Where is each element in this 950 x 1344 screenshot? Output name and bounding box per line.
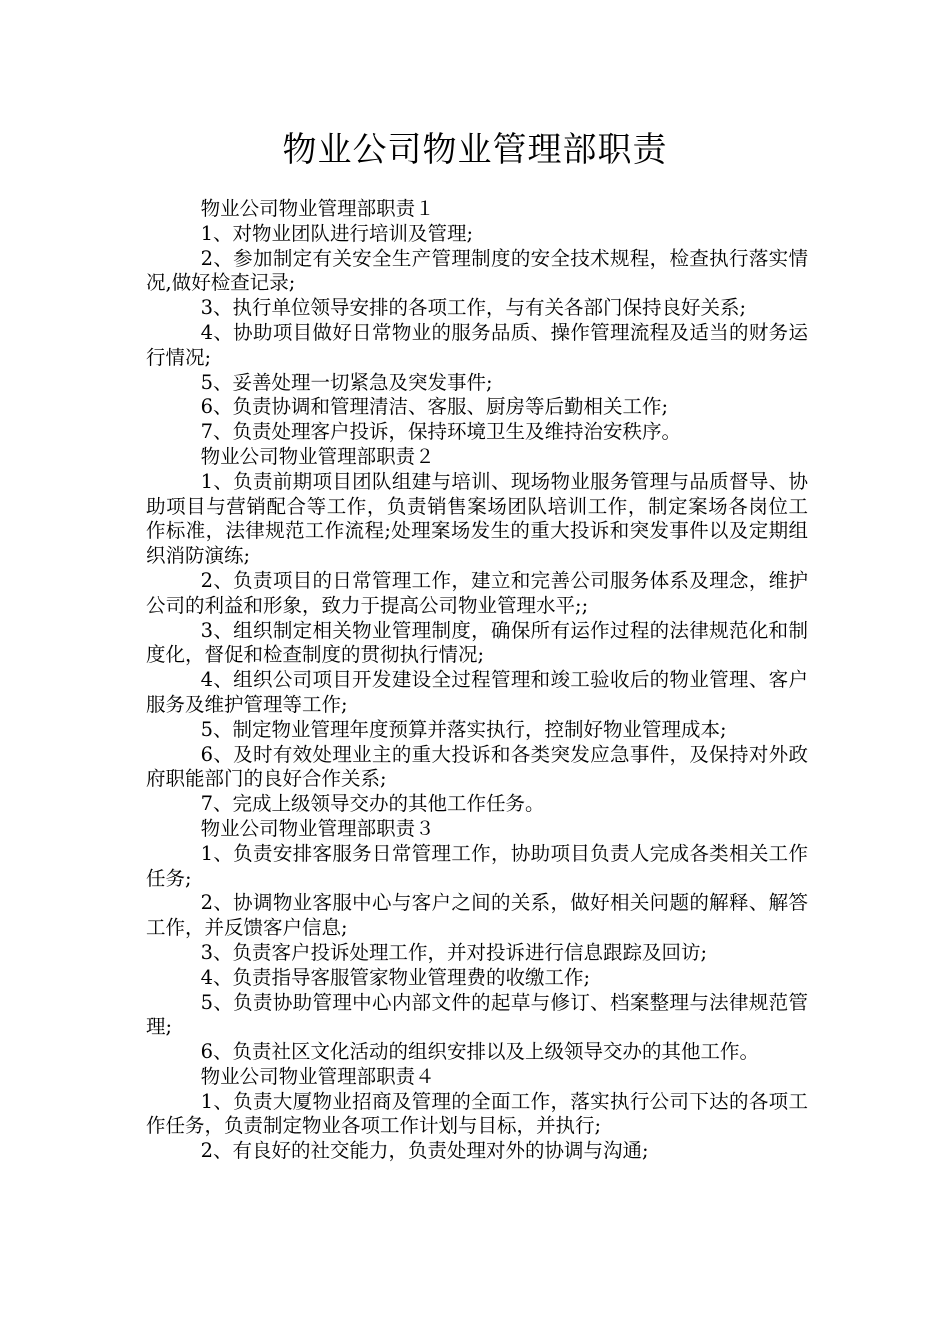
list-item: 5、制定物业管理年度预算并落实执行，控制好物业管理成本; <box>200 717 727 741</box>
list-item: 3、执行单位领导安排的各项工作，与有关各部门保持良好关系; <box>200 296 747 320</box>
list-item: 1、对物业团队进行培训及管理; <box>200 221 474 245</box>
list-item: 1、负责大厦物业招商及管理的全面工作，落实执行公司下达的各项工作任务，负责制定物业各项工作计划与目标，并执行; <box>146 1089 808 1138</box>
list-item: 7、完成上级领导交办的其他工作任务。 <box>200 792 545 816</box>
section-heading: 物业公司物业管理部职责３ <box>200 816 435 840</box>
list-item: 7、负责处理客户投诉，保持环境卫生及维持治安秩序。 <box>200 420 682 444</box>
section-heading: 物业公司物业管理部职责１ <box>200 197 435 220</box>
section-heading: 物业公司物业管理部职责２ <box>200 444 435 468</box>
list-item: 1、负责安排客服务日常管理工作，协助项目负责人完成各类相关工作任务; <box>146 841 808 890</box>
list-item: 4、组织公司项目开发建设全过程管理和竣工验收后的物业管理、客户服务及维护管理等工作; <box>146 668 808 716</box>
list-item: 4、协助项目做好日常物业的服务品质、操作管理流程及适当的财务运行情况; <box>146 320 808 369</box>
list-item: 1、负责前期项目团队组建与培训、现场物业服务管理与品质督导、协助项目与营销配合等工作，负责销售案场团队培训工作，制定案场各岗位工作标准，法律规范工作流程;处理案场发生的重大投诉和突发事件以及定期组织消防演练; <box>146 469 808 568</box>
list-item: 6、负责社区文化活动的组织安排以及上级领导交办的其他工作。 <box>200 1040 760 1064</box>
list-item: 5、负责协助管理中心内部文件的起草与修订、档案整理与法律规范管理; <box>146 990 808 1039</box>
list-item: 4、负责指导客服管家物业管理费的收缴工作; <box>200 965 591 989</box>
document-title: 物业公司物业管理部职责 <box>282 130 668 170</box>
list-item: 2、有良好的社交能力，负责处理对外的协调与沟通; <box>200 1139 649 1163</box>
list-item: 2、参加制定有关安全生产管理制度的安全技术规程，检查执行落实情况,做好检查记录; <box>146 246 808 295</box>
list-item: 2、协调物业客服中心与客户之间的关系，做好相关问题的解释、解答工作，并反馈客户信息; <box>146 891 808 940</box>
list-item: 2、负责项目的日常管理工作，建立和完善公司服务体系及理念，维护公司的利益和形象，致力于提高公司物业管理水平;; <box>146 568 808 617</box>
list-item: 3、组织制定相关物业管理制度，确保所有运作过程的法律规范化和制度化，督促和检查制度的贯彻执行情况; <box>146 618 808 667</box>
list-item: 6、负责协调和管理清洁、客服、厨房等后勤相关工作; <box>200 395 669 419</box>
document-body <box>146 197 808 1164</box>
list-item: 5、妥善处理一切紧急及突发事件; <box>200 370 493 394</box>
list-item: 3、负责客户投诉处理工作，并对投诉进行信息跟踪及回访; <box>200 940 708 964</box>
section-heading: 物业公司物业管理部职责４ <box>200 1064 435 1088</box>
list-item: 6、及时有效处理业主的重大投诉和各类突发应急事件，及保持对外政府职能部门的良好合作关系; <box>146 742 808 791</box>
